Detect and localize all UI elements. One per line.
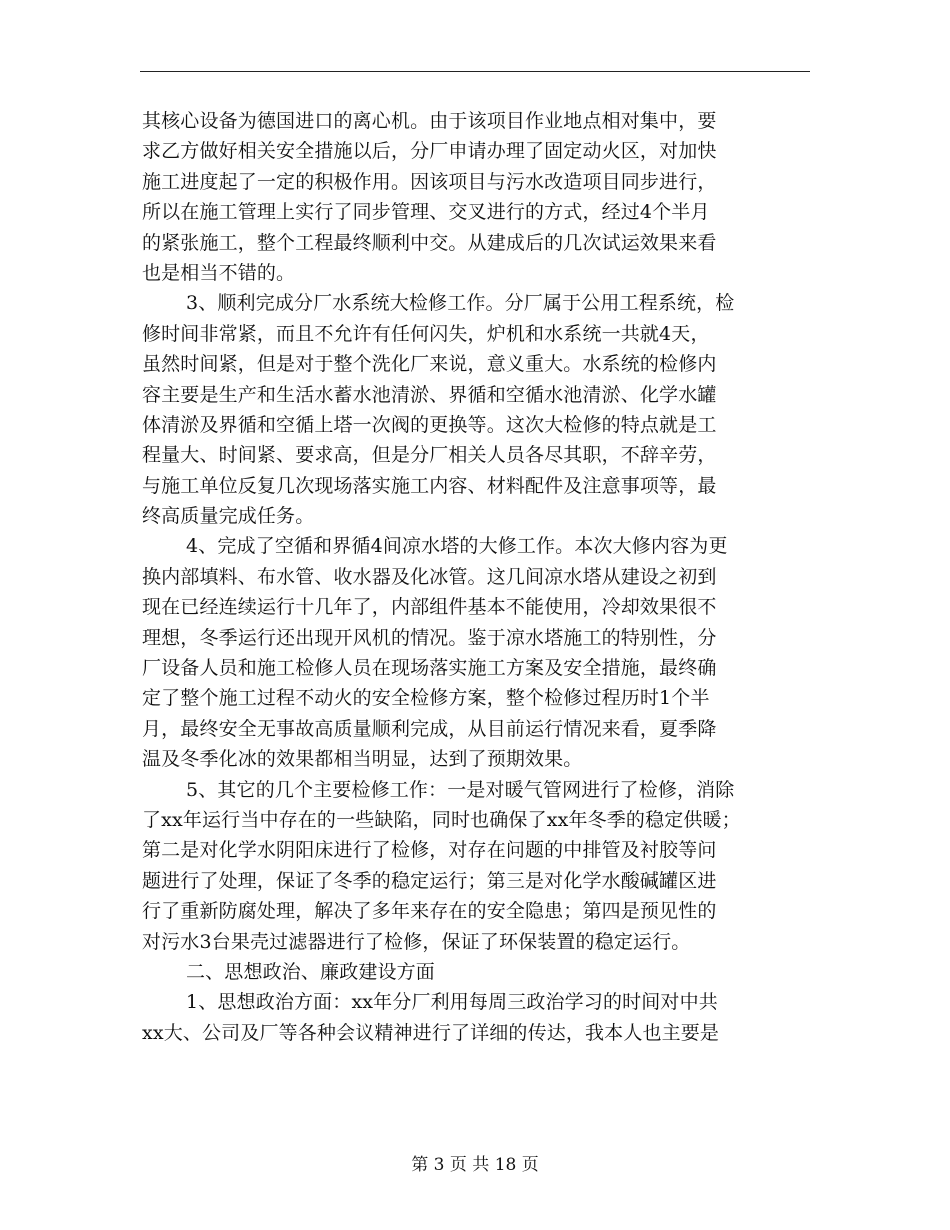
text-line: 虽然时间紧，但是对于整个洗化厂来说，意义重大。水系统的检修内 — [142, 353, 717, 376]
text-line: 修时间非常紧，而且不允许有任何闪失，炉机和水系统一共就4天， — [142, 322, 710, 345]
text-line: 求乙方做好相关安全措施以后，分厂申请办理了固定动火区，对加快 — [142, 140, 717, 163]
body-text — [142, 106, 832, 1048]
text-line: 月，最终安全无事故高质量顺利完成，从目前运行情况来看，夏季降 — [142, 717, 717, 740]
text-line: 体清淤及界循和空循上塔一次阀的更换等。这次大检修的特点就是工 — [142, 413, 717, 436]
text-line: 行了重新防腐处理，解决了多年来存在的安全隐患；第四是预见性的 — [142, 900, 717, 923]
text-line: 温及冬季化冰的效果都相当明显，达到了预期效果。 — [142, 748, 583, 771]
header-rule — [140, 71, 810, 72]
text-line: 第二是对化学水阴阳床进行了检修，对存在问题的中排管及衬胶等问 — [142, 839, 717, 862]
text-line: 厂设备人员和施工检修人员在现场落实施工方案及安全措施，最终确 — [142, 657, 717, 680]
text-line: 对污水3台果壳过滤器进行了检修，保证了环保装置的稳定运行。 — [142, 930, 691, 953]
text-line: 终高质量完成任务。 — [142, 505, 315, 528]
text-line: 理想，冬季运行还出现开风机的情况。鉴于凉水塔施工的特别性，分 — [142, 626, 717, 649]
text-line: 了xx年运行当中存在的一些缺陷，同时也确保了xx年冬季的稳定供暖； — [142, 808, 741, 831]
text-line: xx大、公司及厂等各种会议精神进行了详细的传达，我本人也主要是 — [142, 1021, 720, 1044]
text-line: 换内部填料、布水管、收水器及化冰管。这几间凉水塔从建设之初到 — [142, 565, 717, 588]
text-line: 4、完成了空循和界循4间凉水塔的大修工作。本次大修内容为更 — [186, 535, 728, 558]
text-line: 也是相当不错的。 — [142, 261, 296, 284]
text-line: 定了整个施工过程不动火的安全检修方案，整个检修过程历时1个半 — [142, 687, 710, 710]
text-line: 程量大、时间紧、要求高，但是分厂相关人员各尽其职，不辞辛劳， — [142, 444, 717, 467]
text-line: 施工进度起了一定的积极作用。因该项目与污水改造项目同步进行， — [142, 170, 717, 193]
text-line: 5、其它的几个主要检修工作：一是对暖气管网进行了检修，消除 — [186, 778, 735, 801]
page-footer: 第 3 页 共 18 页 — [411, 1155, 539, 1175]
text-line: 现在已经连续运行十几年了，内部组件基本不能使用，冷却效果很不 — [142, 596, 717, 619]
text-line: 题进行了处理，保证了冬季的稳定运行；第三是对化学水酸碱罐区进 — [142, 869, 717, 892]
text-line: 与施工单位反复几次现场落实施工内容、材料配件及注意事项等，最 — [142, 474, 717, 497]
text-line: 3、顺利完成分厂水系统大检修工作。分厂属于公用工程系统，检 — [186, 292, 735, 315]
text-line: 容主要是生产和生活水蓄水池清淤、界循和空循水池清淤、化学水罐 — [142, 383, 717, 406]
text-line: 二、思想政治、廉政建设方面 — [186, 960, 435, 983]
text-line: 1、思想政治方面：xx年分厂利用每周三政治学习的时间对中共 — [186, 991, 718, 1014]
text-line: 的紧张施工，整个工程最终顺利中交。从建成后的几次试运效果来看 — [142, 231, 717, 254]
text-line: 其核心设备为德国进口的离心机。由于该项目作业地点相对集中，要 — [142, 110, 717, 132]
text-line: 所以在施工管理上实行了同步管理、交叉进行的方式，经过4个半月 — [142, 201, 710, 224]
